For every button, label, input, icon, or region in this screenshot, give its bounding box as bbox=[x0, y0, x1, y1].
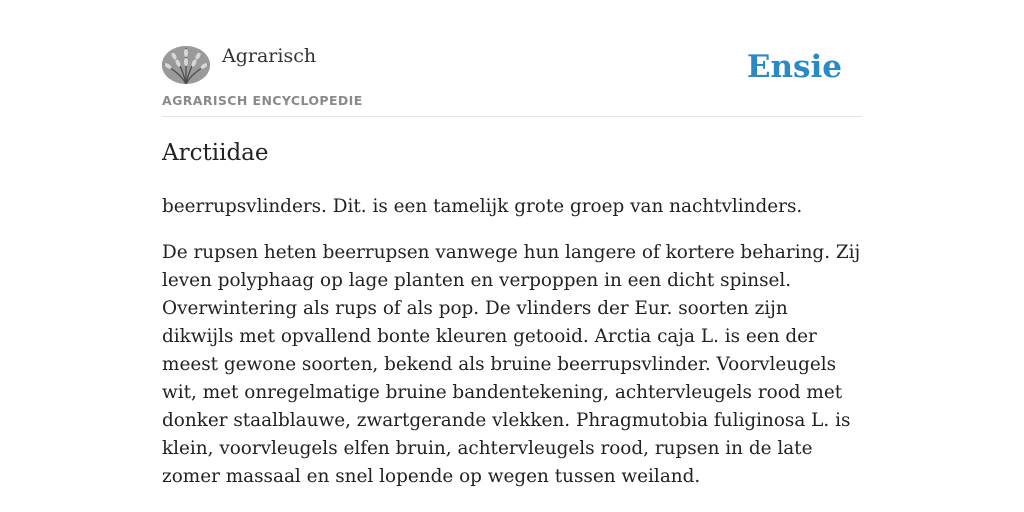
article-paragraph: beerrupsvlinders. Dit. is een tamelijk grote groep van nachtvlinders. bbox=[162, 196, 803, 217]
page bbox=[162, 0, 862, 512]
brand-logo-link[interactable]: Ensie bbox=[746, 49, 842, 85]
wheat-grass-icon[interactable] bbox=[162, 46, 210, 84]
article-paragraph: De rupsen heten beerrupsen vanwege hun langere of kortere beharing. Zij leven polyphaag op lage planten en verpoppen in een dicht spinsel. Overwintering als rups of als pop. De vlinders der Eur. soorten zijn dikwijls met opvallend bonte kleuren getooid. Arctia caja L. is een der meest gewone soorten, bekend als bruine beerrupsvlinder. Voorvleugels wit, met onregelmatige bruine bandentekening, achtervleugels rood met donker staalblauwe, zwartgerande vlekken. Phragmutobia fuliginosa L. is klein, voorvleugels elfen bruin, achtervleugels rood, rupsen in de late zomer massaal en snel lopende op wegen tussen weiland. bbox=[162, 242, 861, 487]
site-subtitle: AGRARISCH ENCYCLOPEDIE bbox=[162, 93, 363, 108]
page-title: Arctiidae bbox=[162, 140, 269, 166]
article-body bbox=[162, 193, 862, 509]
site-name-link[interactable]: Agrarisch bbox=[222, 45, 317, 67]
site-header bbox=[162, 0, 862, 117]
